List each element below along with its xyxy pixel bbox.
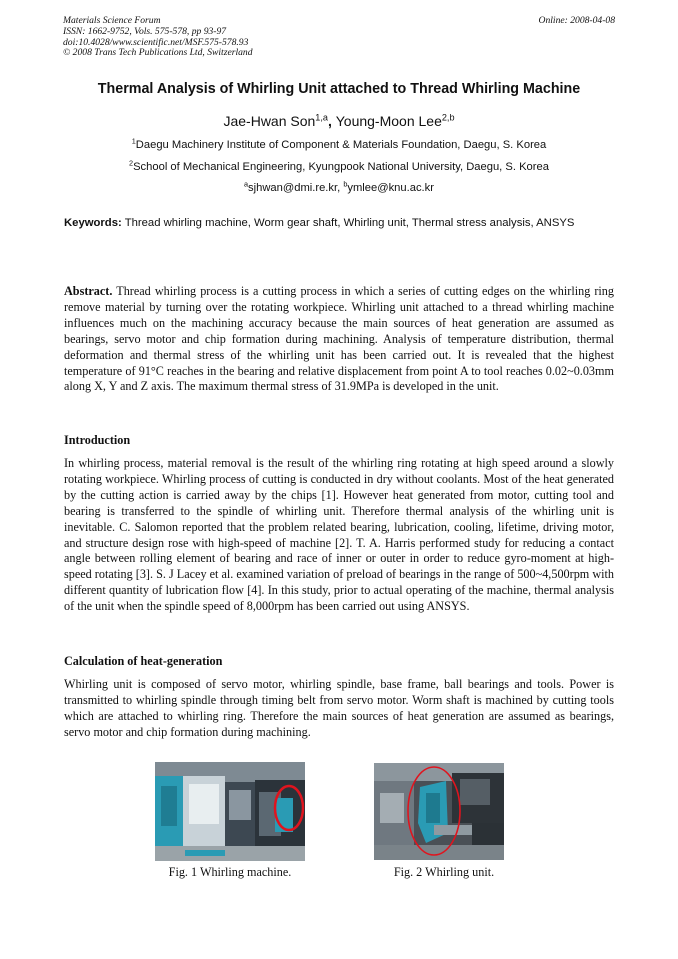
affiliation-2-text: School of Mechanical Engineering, Kyungpook National University, Daegu, S. Korea (133, 161, 549, 173)
issn-line: ISSN: 1662-9752, Vols. 575-578, pp 93-97 (63, 25, 227, 37)
affiliation-1-num: 1 (131, 136, 136, 146)
abstract-text: Thread whirling process is a cutting process in which a series of cutting edges on the whirling ring remove material by turning over the rotating workpiece. Whirling unit attached to a thread whirling machine influences much on the machining accuracy because the main sources of heat generation are assumed as bearings, servo motor and chip formation during machining. Analysis of temperature distribution, thermal deformation and thermal stress of the whirling unit has been carried out. It is revealed that the highest temperature of 91°C reaches in the bearing and relative displacement from point A to tool reaches 0.02~0.03mm along X, Y and Z axis. The maximum thermal stress of 31.9MPa is developed in the unit. (64, 284, 614, 394)
email-b-sup: b (343, 179, 348, 189)
doi-line: doi:10.4028/www.scientific.net/MSF.575-578.93 (63, 36, 249, 48)
email-a-sup: a (244, 179, 249, 189)
abstract-label: Abstract. (64, 284, 113, 298)
introduction-body: In whirling process, material removal is the result of the whirling ring rotating at high speed around a slowly rotating workpiece. Whirling process of cutting is conducted in dry without coolants. Most of the heat generated by the cutting action is carried away by the chips [1]. However heat generated from motor, cutting tool and bearing is transferred to the spindle of whirling unit. Therefore thermal analysis of the whirling unit is inevitable. C. Salomon reported that the problem related bearing, lubrication, cooling, lifetime, driving motor, and structure design rose with high-speed of machine [2]. T. A. Harris performed study for reducing a contact angle between rolling element of bearing and race of inner or outer in order to reduce gyro-moment at high-speed rotating [3]. S. J Lacey et al. examined variation of preload of bearings in the range of 500~4,500rpm with different quantity of lubrication flow [4]. In this study, prior to actual operating of the machine, thermal analysis of the unit when the spindle speed of 8,000rpm has been carried out using ANSYS. (64, 456, 614, 614)
introduction-heading: Introduction (64, 433, 131, 447)
online-date: Online: 2008-04-08 (538, 15, 615, 26)
copyright-line: © 2008 Trans Tech Publications Ltd, Switzerland (63, 47, 253, 59)
affiliation-1 (0, 136, 678, 151)
author-2-sup: 2,b (441, 112, 455, 123)
fig2-whirling-unit-image (374, 763, 504, 860)
email-b: ymlee@knu.ac.kr (347, 182, 434, 194)
keywords-text: Thread whirling machine, Worm gear shaft, Whirling unit, Thermal stress analysis, ANSYS (121, 217, 575, 229)
paper-title: Thermal Analysis of Whirling Unit attached to Thread Whirling Machine (97, 81, 581, 97)
affiliation-2-num: 2 (129, 158, 134, 168)
author-1-sup: 1,a (315, 112, 328, 123)
fig1-whirling-machine-image (155, 762, 305, 861)
journal-name: Materials Science Forum (63, 15, 161, 26)
fig1-caption: Fig. 1 Whirling machine. (168, 865, 292, 879)
keywords (64, 216, 613, 230)
heat-generation-heading: Calculation of heat-generation (64, 654, 223, 668)
affiliation-2 (0, 158, 678, 173)
abstract (64, 284, 614, 395)
fig2-caption: Fig. 2 Whirling unit. (393, 865, 495, 879)
journal-header (63, 16, 615, 59)
keywords-label: Keywords: (64, 217, 122, 229)
author-1: Jae-Hwan Son (223, 113, 316, 129)
email-line (0, 179, 678, 194)
author-2: Young-Moon Lee (335, 113, 442, 129)
author-separator: , (327, 113, 336, 129)
email-a: sjhwan@dmi.re.kr, (248, 182, 344, 194)
affiliation-1-text: Daegu Machinery Institute of Component & Materials Foundation, Daegu, S. Korea (135, 139, 547, 151)
author-list (0, 113, 678, 129)
heat-generation-body: Whirling unit is composed of servo motor, whirling spindle, base frame, ball bearings and tools. Power is transmitted to whirling spindle through timing belt from servo motor. Worm shaft is machined by cutting tools which are attached to whirling ring. Therefore the main sources of heat generation are assumed as bearings, servo motor and chip formation during machining. (64, 677, 614, 739)
